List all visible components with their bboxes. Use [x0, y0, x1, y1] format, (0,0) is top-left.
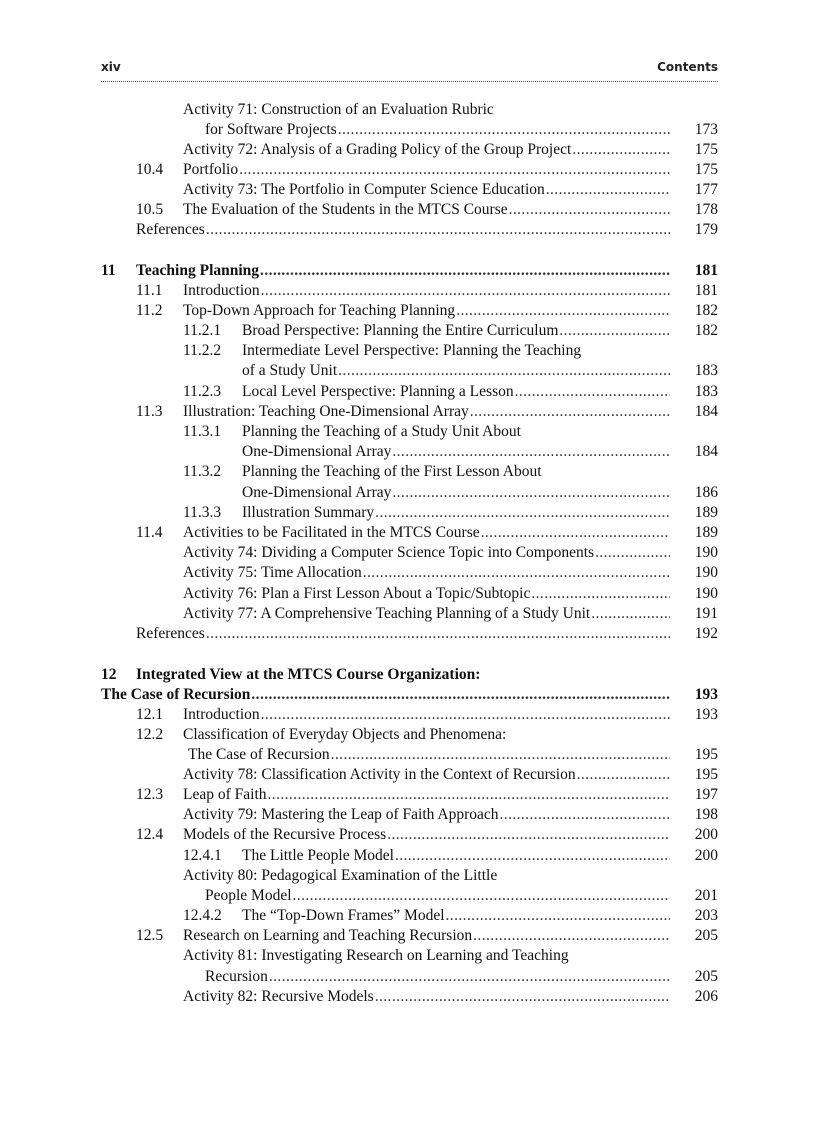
toc-entry-number: 12.4	[136, 826, 164, 843]
toc-entry-title: Activity 77: A Comprehensive Teaching Planning of a Study Unit	[183, 605, 591, 622]
dot-leader	[571, 140, 670, 160]
toc-entry-page: 183	[694, 362, 718, 379]
toc-entry	[0, 402, 718, 422]
toc-entry-number: 11.3	[136, 403, 163, 420]
header-section-title: Contents	[657, 60, 718, 74]
toc-entry-number: 10.5	[136, 201, 164, 218]
toc-entry-title: Activity 71: Construction of an Evaluation Rubric	[183, 101, 494, 118]
toc-entry-title: Models of the Recursive Process	[183, 826, 387, 843]
dot-leader	[576, 765, 670, 785]
dot-leader	[480, 523, 670, 543]
toc-entry-title: People Model	[205, 887, 292, 904]
toc-entry-title: One-Dimensional Array	[242, 484, 392, 501]
toc-entry-page: 175	[694, 161, 718, 178]
toc-entry-title: Recursion	[205, 968, 268, 985]
toc-entry-number: 11.2.1	[183, 322, 222, 339]
toc-entry-title: Planning the Teaching of the First Lesson About	[242, 463, 542, 480]
dot-leader	[530, 584, 670, 604]
toc-entry-page: 205	[694, 968, 718, 985]
dot-leader	[394, 846, 670, 866]
toc-entry	[0, 624, 718, 644]
toc-entry-page: 201	[694, 887, 718, 904]
running-header	[101, 60, 718, 78]
toc-entry	[0, 926, 718, 946]
toc-entry-number: 10.4	[136, 161, 164, 178]
dot-leader	[260, 281, 670, 301]
toc-entry-title: The Case of Recursion	[101, 686, 251, 703]
toc-entry	[0, 361, 718, 381]
toc-entry-title: References	[136, 221, 205, 238]
dot-leader	[472, 926, 670, 946]
toc-entry	[0, 705, 718, 725]
toc-entry-page: 203	[694, 907, 718, 924]
toc-entry	[0, 341, 718, 361]
toc-entry-page: 178	[694, 201, 718, 218]
toc-entry	[0, 987, 718, 1007]
toc-entry	[0, 906, 718, 926]
toc-entry	[0, 825, 718, 845]
toc-entry-number: 12.3	[136, 786, 164, 803]
toc-entry	[0, 745, 718, 765]
toc-entry-title: Illustration: Teaching One-Dimensional Array	[183, 403, 469, 420]
toc-entry-number: 12	[101, 666, 117, 683]
dot-leader	[238, 160, 670, 180]
toc-entry	[0, 483, 718, 503]
toc-entry-title: Introduction	[183, 282, 260, 299]
toc-entry-page: 195	[694, 766, 718, 783]
toc-entry-number: 12.4.1	[183, 847, 222, 864]
dot-leader	[558, 321, 670, 341]
toc-entry-title: The Case of Recursion	[188, 746, 330, 763]
toc-entry-title: Activity 79: Mastering the Leap of Faith Approach	[183, 806, 499, 823]
toc-entry-title: Activity 78: Classification Activity in the Context of Recursion	[183, 766, 576, 783]
toc-entry-number: 12.1	[136, 706, 164, 723]
toc-entry	[0, 886, 718, 906]
toc-entry-number: 11.4	[136, 524, 163, 541]
dot-leader	[469, 402, 670, 422]
toc-entry	[0, 462, 718, 482]
toc-entry-title: The Evaluation of the Students in the MTCS Course	[183, 201, 508, 218]
toc-entry	[0, 382, 718, 402]
toc-entry-number: 11.3.2	[183, 463, 222, 480]
toc-entry	[0, 220, 718, 240]
toc-entry	[0, 665, 718, 685]
toc-entry-title: Classification of Everyday Objects and Phenomena:	[183, 726, 507, 743]
toc-entry-page: 177	[694, 181, 718, 198]
dot-leader	[445, 906, 670, 926]
dot-leader	[386, 825, 670, 845]
toc-entry-number: 11	[101, 262, 116, 279]
toc-entry-title: One-Dimensional Array	[242, 443, 392, 460]
toc-entry	[0, 503, 718, 523]
toc-entry-number: 11.3.3	[183, 504, 222, 521]
dot-leader	[205, 624, 670, 644]
dot-leader	[374, 987, 670, 1007]
toc-entry-page: 190	[694, 544, 718, 561]
dot-leader	[374, 503, 670, 523]
toc-entry-page: 182	[694, 322, 718, 339]
toc-entry-page: 184	[694, 403, 718, 420]
toc-entry-page: 186	[694, 484, 718, 501]
toc-entry-title: References	[136, 625, 205, 642]
toc-entry-page: 197	[694, 786, 718, 803]
toc-entry-title: Activities to be Facilitated in the MTCS Course	[183, 524, 480, 541]
toc-entry-number: 11.3.1	[183, 423, 222, 440]
toc-entry-page: 205	[694, 927, 718, 944]
toc-entry-page: 200	[694, 826, 718, 843]
toc-entry	[0, 301, 718, 321]
toc-entry	[0, 765, 718, 785]
dot-leader	[362, 563, 670, 583]
toc-entry	[0, 160, 718, 180]
toc-entry-page: 189	[694, 524, 718, 541]
toc-entry-title: Introduction	[183, 706, 260, 723]
dot-leader	[268, 967, 670, 987]
toc-entry-page: 198	[694, 806, 718, 823]
toc-entry	[0, 442, 718, 462]
toc-entry-page: 192	[694, 625, 718, 642]
toc-entry	[0, 261, 718, 281]
header-rule	[101, 81, 718, 82]
dot-leader	[508, 200, 670, 220]
dot-leader	[545, 180, 670, 200]
toc-entry-page: 191	[694, 605, 718, 622]
toc-entry	[0, 846, 718, 866]
toc-entry-title: Activity 73: The Portfolio in Computer Science Education	[183, 181, 545, 198]
toc-entry-title: Integrated View at the MTCS Course Organization:	[136, 666, 481, 683]
toc-entry	[0, 584, 718, 604]
toc-entry-page: 182	[694, 302, 718, 319]
toc-entry-number: 12.2	[136, 726, 164, 743]
dot-leader	[330, 745, 670, 765]
toc-entry-title: Teaching Planning	[136, 262, 260, 279]
toc-entry-number: 11.2.3	[183, 383, 222, 400]
toc-entry-title: Activity 76: Plan a First Lesson About a Topic/Subtopic	[183, 585, 531, 602]
dot-leader	[391, 483, 670, 503]
toc-entry-title: Intermediate Level Perspective: Planning the Teaching	[242, 342, 582, 359]
dot-leader	[499, 805, 670, 825]
toc-entry	[0, 543, 718, 563]
toc-entry-title: Activity 72: Analysis of a Grading Policy of the Group Project	[183, 141, 572, 158]
toc-entry-page: 190	[694, 585, 718, 602]
toc-entry-title: Activity 74: Dividing a Computer Science Topic into Components	[183, 544, 595, 561]
dot-leader	[292, 886, 670, 906]
toc-entry	[0, 321, 718, 341]
toc-entry-title: Top-Down Approach for Teaching Planning	[183, 302, 456, 319]
toc-entry-title: Activity 82: Recursive Models	[183, 988, 374, 1005]
toc-entry	[0, 523, 718, 543]
toc-entry-title: Planning the Teaching of a Study Unit About	[242, 423, 521, 440]
toc-entry-title: Activity 80: Pedagogical Examination of the Little	[183, 867, 498, 884]
toc-entry-title: Activity 81: Investigating Research on Learning and Teaching	[183, 947, 569, 964]
toc-entry-page: 190	[694, 564, 718, 581]
dot-leader	[260, 705, 670, 725]
toc-entry	[0, 200, 718, 220]
toc-entry	[0, 866, 718, 886]
toc-entry-page: 175	[694, 141, 718, 158]
toc-entry-number: 12.5	[136, 927, 164, 944]
dot-leader	[594, 543, 670, 563]
toc-entry-title: Portfolio	[183, 161, 239, 178]
toc-entry-title: Leap of Faith	[183, 786, 267, 803]
dot-leader	[514, 382, 670, 402]
toc-entry-page: 181	[694, 262, 718, 279]
toc-entry	[0, 946, 718, 966]
toc-entry-page: 189	[694, 504, 718, 521]
header-page-number: xiv	[101, 60, 121, 74]
toc-entry-page: 195	[694, 746, 718, 763]
dot-leader	[205, 220, 670, 240]
toc-entry	[0, 281, 718, 301]
toc-entry-title: Local Level Perspective: Planning a Lesson	[242, 383, 514, 400]
toc-entry-title: The Little People Model	[242, 847, 394, 864]
dot-leader	[337, 120, 670, 140]
toc-entry-title: of a Study Unit	[242, 362, 338, 379]
toc-entry-page: 183	[694, 383, 718, 400]
toc-entry	[0, 563, 718, 583]
toc-entry-page: 173	[694, 121, 718, 138]
toc-entry	[0, 120, 718, 140]
toc-entry	[0, 785, 718, 805]
toc-entry-page: 193	[694, 706, 718, 723]
toc-entry-number: 11.2	[136, 302, 163, 319]
toc-entry	[0, 180, 718, 200]
toc-entry-page: 184	[694, 443, 718, 460]
dot-leader	[391, 442, 670, 462]
toc-entry-number: 11.2.2	[183, 342, 222, 359]
toc-entry-page: 193	[694, 686, 718, 703]
toc-entry-page: 181	[694, 282, 718, 299]
toc-entry-title: Broad Perspective: Planning the Entire Curriculum	[242, 322, 559, 339]
toc-entry-number: 11.1	[136, 282, 163, 299]
dot-leader	[267, 785, 670, 805]
toc-entry-title: The “Top-Down Frames” Model	[242, 907, 445, 924]
dot-leader	[455, 301, 670, 321]
toc-entry-page: 206	[694, 988, 718, 1005]
toc-entry	[0, 422, 718, 442]
dot-leader	[250, 685, 670, 705]
toc-entry	[0, 140, 718, 160]
toc-entry	[0, 725, 718, 745]
toc-entry	[0, 805, 718, 825]
toc-entry-title: Activity 75: Time Allocation	[183, 564, 362, 581]
toc-entry-title: for Software Projects	[205, 121, 337, 138]
toc-entry-page: 179	[694, 221, 718, 238]
toc-entry-title: Research on Learning and Teaching Recursion	[183, 927, 473, 944]
toc-entry	[0, 967, 718, 987]
dot-leader	[337, 361, 670, 381]
toc-entry	[0, 685, 718, 705]
dot-leader	[590, 604, 670, 624]
toc-entry-number: 12.4.2	[183, 907, 222, 924]
dot-leader	[259, 261, 670, 281]
toc-entry	[0, 604, 718, 624]
toc-entry-page: 200	[694, 847, 718, 864]
toc-entry-title: Illustration Summary	[242, 504, 375, 521]
toc-entry	[0, 100, 718, 120]
